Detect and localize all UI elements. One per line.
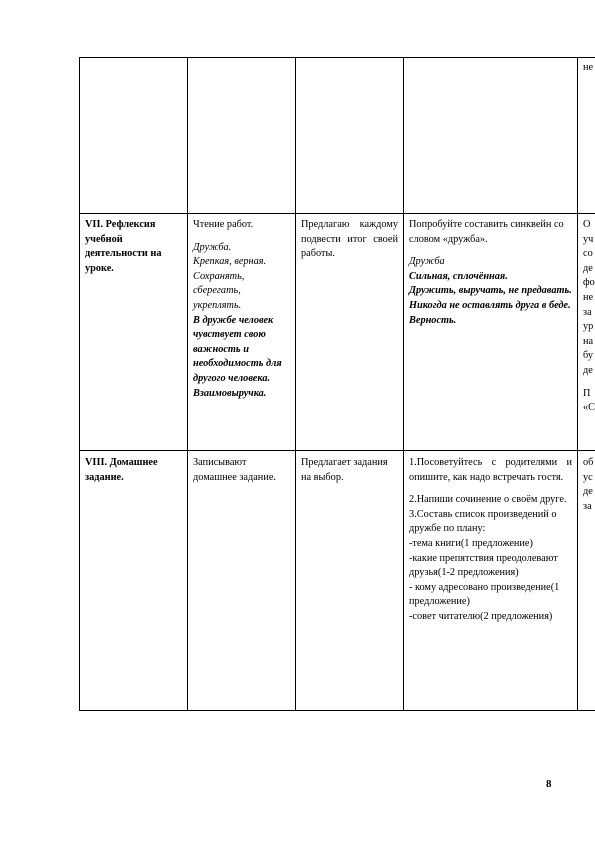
edge-text: де: [583, 364, 593, 376]
edge-text: за: [583, 306, 592, 318]
table-row-homework: [80, 451, 595, 711]
plan-item: -совет читателю(2 предложения): [409, 610, 553, 622]
cell-edge-homework: [578, 451, 595, 711]
plan-item: -какие препятствия преодолевают друзья(1-2 предложения): [409, 552, 558, 579]
cinquain-line: Крепкая, верная.: [193, 256, 267, 268]
table-row-continued: [80, 58, 595, 214]
homework-option-1: 1.Посоветуйтесь с родителями и опишите, как надо встречать гостя.: [409, 457, 572, 483]
edge-text: ус: [583, 471, 593, 483]
edge-text: со: [583, 248, 593, 260]
cell-edge-reflection: [578, 214, 595, 451]
task-intro: Попробуйте составить синквейн со словом «дружба».: [409, 219, 564, 245]
cell-student-empty: [188, 58, 296, 214]
cell-stage-empty: [80, 58, 188, 214]
stage-title: Рефлексия учебной деятельности на уроке.: [85, 219, 162, 274]
homework-option-3: 3.Составь список произведений о дружбе по плану:: [409, 508, 557, 535]
cell-teacher-reflection: [296, 214, 404, 451]
cinquain-line: Взаимовыручка.: [193, 387, 267, 399]
edge-text: об: [583, 457, 594, 468]
edge-text: де: [583, 486, 593, 498]
edge-text: фо: [583, 277, 595, 289]
cinquain-line: Сохранять, сберегать, укреплять.: [193, 270, 245, 311]
table-row-reflection: [80, 214, 595, 451]
edge-text: П: [583, 387, 591, 399]
cell-student-reflection: [188, 214, 296, 451]
teacher-activity: Предлагаю каждому подвести итог своей работы.: [301, 219, 398, 260]
edge-text: за: [583, 500, 592, 512]
cell-task-homework: [404, 451, 578, 711]
cell-teacher-homework: [296, 451, 404, 711]
edge-text: де: [583, 262, 593, 274]
stage-roman: VIII.: [85, 457, 108, 468]
edge-text: уч: [583, 233, 594, 245]
cinquain-line: Верность.: [409, 314, 457, 326]
cinquain-line: Сильная, сплочённая.: [409, 270, 508, 282]
teacher-activity: Предлагает задания на выбор.: [301, 457, 388, 483]
student-activity: Чтение работ.: [193, 219, 254, 230]
cell-task-empty: [404, 58, 578, 214]
page-number: 8: [546, 778, 552, 790]
cinquain-line: В дружбе человек чувствует свою важность и необходимость для другого человека.: [193, 314, 282, 384]
lesson-plan-table: [79, 57, 595, 711]
cinquain-line: Дружить, выручать, не предавать.: [409, 285, 572, 297]
homework-option-2: 2.Напиши сочинение о своём друге.: [409, 494, 567, 506]
cell-stage-reflection: [80, 214, 188, 451]
cell-student-homework: [188, 451, 296, 711]
plan-item: - кому адресовано произведение(1 предложение): [409, 581, 560, 608]
edge-text: не: [583, 62, 594, 73]
cinquain-title: Дружба.: [193, 241, 232, 253]
cell-stage-homework: [80, 451, 188, 711]
edge-text: на: [583, 335, 594, 347]
student-activity: Записывают домашнее задание.: [193, 457, 276, 483]
edge-text: не: [583, 291, 594, 303]
cell-edge-top: [578, 58, 595, 214]
cinquain-title: Дружба: [409, 256, 445, 268]
cell-teacher-empty: [296, 58, 404, 214]
stage-roman: VII.: [85, 219, 104, 230]
cinquain-line: Никогда не оставлять друга в беде.: [409, 299, 571, 311]
plan-item: -тема книги(1 предложение): [409, 537, 533, 549]
edge-text: бу: [583, 350, 593, 362]
edge-text: О: [583, 219, 591, 230]
edge-text: ур: [583, 321, 594, 333]
cell-task-reflection: [404, 214, 578, 451]
edge-text: «С: [583, 402, 595, 414]
stage-title: Домашнее задание.: [85, 457, 158, 483]
